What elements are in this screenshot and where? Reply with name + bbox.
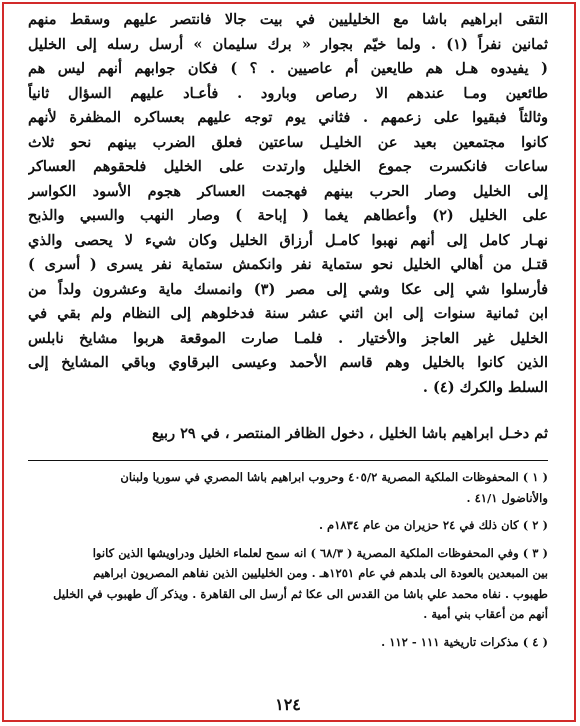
body-line: التقى ابراهيم باشا مع الخليليين في بيت جالا فانتصر عليهم وسقط منهم [28, 11, 548, 28]
footnote-line: ( ٢ ) كان ذلك في ٢٤ حزيران من عام ١٨٣٤م . [318, 518, 548, 532]
body-line: فأرسلوا شي إلى عكا وشي إلى مصر (٣) وانمسك ماية وعشرون ولداً من [28, 280, 548, 298]
body-line: السلط والكرك (٤) . [422, 378, 548, 396]
body-line: وثالثاً فبقيوا على زعمهم . فثاني يوم توجه عليهم بعساكره المظفرة لأنهم [28, 109, 548, 126]
body-line: نهـار كامل إلى أنهم نهبوا كامـل أرزاق الخليل وكان شيء لا يحصى والذي [28, 231, 548, 249]
body-line: كانوا مجتمعين بعيد عن الخليـل ساعتين فعلق الضرب بينهم نحو ثلاث [28, 133, 548, 151]
body-line: ( يفيدوه هـل هم طايعين أم عاصيين . ؟ ) فكان جوابهم أنهم ليس هم [28, 60, 548, 77]
page-number: ١٢٤ [275, 695, 301, 714]
footnote-line: أنهم من أعقاب بني أمية . [423, 607, 548, 621]
body-line: قتـل من أهالي الخليل نحو ستماية نفر وانكمش ستماية نفر يسرى ( أسرى ) [28, 256, 548, 273]
footnote-line: طهبوب . نفاه محمد علي باشا من القدس الى عكا ثم أرسل الى القاهرة . ويذكر آل طهبوب في الخليل [53, 586, 548, 601]
footnote-line: ( ٤ ) مذكرات تاريخية ١١١ - ١١٢ . [381, 634, 548, 649]
footnote-line: ( ١ ) المحفوظات الملكية المصرية ٤٠٥/٢ وحروب ابراهيم باشا المصري في سوريا ولبنان [120, 470, 548, 484]
footnote-line: ( ٣ ) وفي المحفوظات الملكية المصرية ( ٦٨/٣ ) انه سمح لعلماء الخليل ودراويشها الذين كانوا [92, 545, 548, 560]
footnote-line: والأناضول ٤١/١ . [466, 490, 548, 505]
body-line: على الخليل (٢) وأعطاهم يغما ( إباحة ) وصار النهب والسبي والذبح [28, 207, 548, 224]
footnotes [28, 467, 548, 652]
document-page [28, 8, 548, 716]
body-line: الخليل غير العاجز والأختيار . فلمـا صارت الموقعة هربوا مشايخ نابلس [28, 329, 548, 347]
footnote-line: بين المبعدين بالعودة الى بلدهم في عام ١٢٥١هـ . ومن الخليليين الذين نفاهم المصريون ابراهيم [93, 566, 548, 580]
body-line: ساعات فانكسرت جموع الخليل وارتدت على الخليل فلحقوهم العساكر [28, 158, 548, 175]
continuation-line: ثم دخـل ابراهيم باشا الخليل ، دخول الظافر المنتصر ، في ٢٩ ربيع [151, 425, 548, 442]
body-line: طائعين ومـا عندهم الا رصاص وبارود . فأعـاد عليهم السؤال ثانياً [28, 84, 548, 102]
body-line: إلى الخليل وصار الحرب بينهم فهجمت العساكر هجوم الأسود الكواسر [28, 182, 548, 200]
body-line: ابن ثمانية سنوات إلى ابن اثني عشر سنة فدخلوهم إلى النظام ولم بقي في [28, 305, 548, 322]
body-text [28, 8, 548, 400]
body-line: الذين كانوا بالخليل وهم قاسم الأحمد وعيسى البرقاوي وباقي المشايخ إلى [28, 354, 548, 371]
body-line: ثمانين نفراً (١) . ولما خيّم بجوار « برك سليمان » أرسل رسله إلى الخليل [28, 35, 548, 53]
footnote-divider [28, 460, 548, 461]
